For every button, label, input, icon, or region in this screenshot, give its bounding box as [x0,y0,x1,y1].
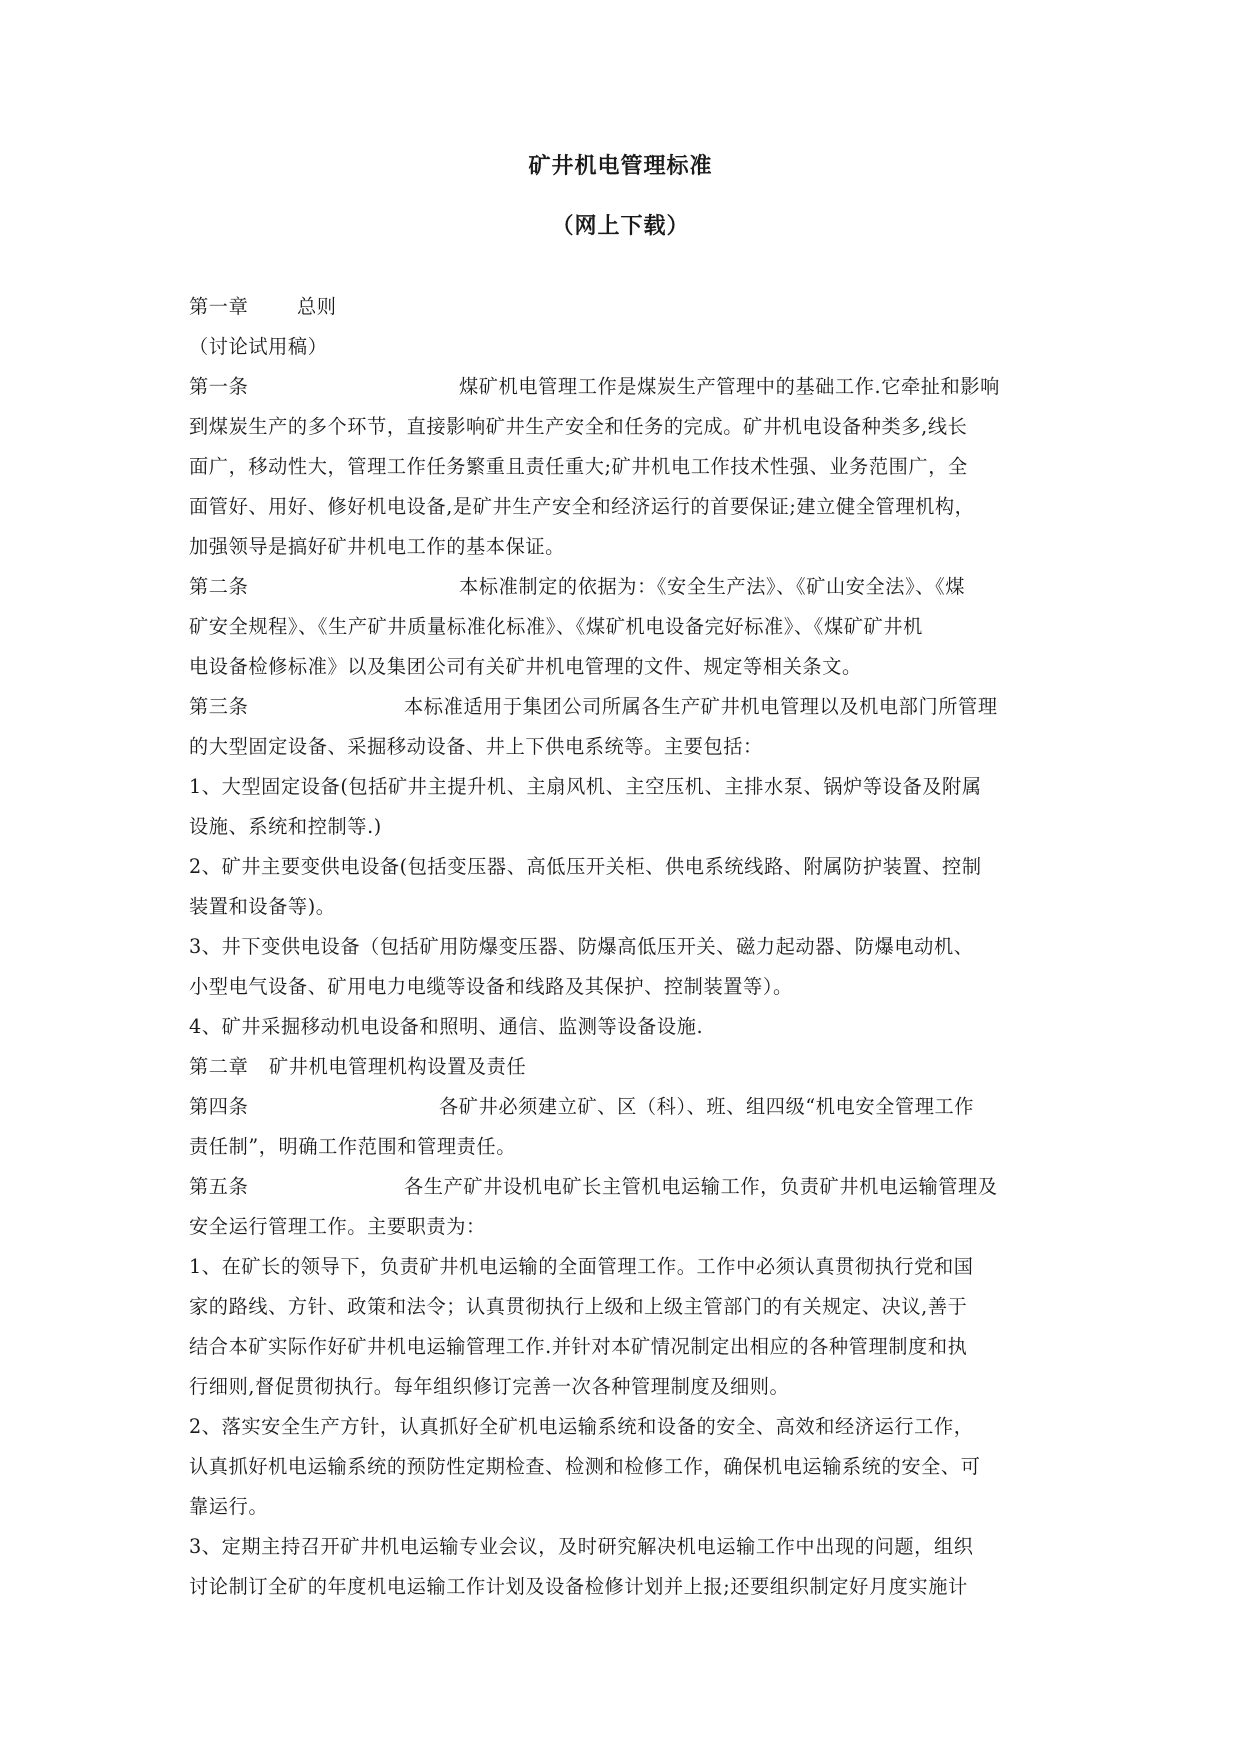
text-line [189,1007,1069,1047]
text-line [189,1247,1069,1287]
text-line [189,1127,1069,1167]
line-text: 装置和设备等)。 [189,895,336,918]
text-line [189,847,1069,887]
line-text: 电设备检修标准》以及集团公司有关矿井机电管理的文件、规定等相关条文。 [189,655,862,678]
text-line [189,647,1069,687]
heading-line [189,1167,1069,1207]
line-text: 矿井机电管理机构设置及责任 [269,1055,527,1078]
line-text: 各矿井必须建立矿、区（科）、班、组四级“机电安全管理工作 [439,1095,975,1118]
text-line [189,767,1069,807]
line-text: 靠运行。 [189,1495,269,1518]
heading-line [189,567,1069,607]
line-text: 1、大型固定设备(包括矿井主提升机、主扇风机、主空压机、主排水泵、锅炉等设备及附属 [189,775,982,798]
text-line [189,527,1069,567]
text-line [189,1447,1069,1487]
text-line [189,447,1069,487]
text-line [189,967,1069,1007]
line-text: 行细则,督促贯彻执行。每年组织修订完善一次各种管理制度及细则。 [189,1375,790,1398]
line-text: （讨论试用稿） [189,335,328,358]
section-label: 第二条 [189,575,249,598]
text-line [189,807,1069,847]
line-text: 设施、系统和控制等.) [189,815,382,838]
line-text: 到煤炭生产的多个环节，直接影响矿井生产安全和任务的完成。矿井机电设备种类多,线长 [189,415,968,438]
document-subtitle: （网上下载） [551,214,690,239]
text-line [189,607,1069,647]
line-text: 认真抓好机电运输系统的预防性定期检查、检测和检修工作，确保机电运输系统的安全、可 [189,1455,981,1478]
text-line [189,327,1069,367]
line-text: 4、矿井采掘移动机电设备和照明、通信、监测等设备设施. [189,1015,704,1038]
text-line [189,887,1069,927]
section-label: 第一条 [189,375,249,398]
line-text: 各生产矿井设机电矿长主管机电运输工作，负责矿井机电运输管理及 [404,1175,998,1198]
heading-line [189,687,1069,727]
section-label: 第四条 [189,1095,249,1118]
line-text: 本标准制定的依据为：《安全生产法》、《矿山安全法》、《煤 [459,575,966,598]
line-text: 责任制”，明确工作范围和管理责任。 [189,1135,517,1158]
text-line [189,927,1069,967]
line-text: 面广，移动性大，管理工作任务繁重且责任重大;矿井机电工作技术性强、业务范围广，全 [189,455,968,478]
document-body [189,287,1069,1607]
line-text: 3、井下变供电设备（包括矿用防爆变压器、防爆高低压开关、磁力起动器、防爆电动机、 [189,935,974,958]
text-line [189,1287,1069,1327]
section-label: 第二章 [189,1055,249,1078]
heading-line [189,367,1069,407]
text-line [189,1327,1069,1367]
line-text: 煤矿机电管理工作是煤炭生产管理中的基础工作.它牵扯和影响 [459,375,1000,398]
line-text: 矿安全规程》、《生产矿井质量标准化标准》、《煤矿机电设备完好标准》、《煤矿矿井机 [189,615,923,638]
heading-line [189,1047,1069,1087]
line-text: 安全运行管理工作。主要职责为： [189,1215,486,1238]
line-text: 总则 [297,295,337,318]
heading-line [189,287,1069,327]
line-text: 1、在矿长的领导下，负责矿井机电运输的全面管理工作。工作中必须认真贯彻执行党和国 [189,1255,974,1278]
text-line [189,1367,1069,1407]
line-text: 的大型固定设备、采掘移动设备、井上下供电系统等。主要包括： [189,735,763,758]
line-text: 讨论制订全矿的年度机电运输工作计划及设备检修计划并上报;还要组织制定好月度实施计 [189,1575,968,1598]
document-title: 矿井机电管理标准 [528,154,713,179]
text-line [189,1407,1069,1447]
line-text: 家的路线、方针、政策和法令；认真贯彻执行上级和上级主管部门的有关规定、决议,善于 [189,1295,968,1318]
text-line [189,487,1069,527]
text-line [189,407,1069,447]
text-line [189,727,1069,767]
section-label: 第三条 [189,695,249,718]
text-line [189,1487,1069,1527]
text-line [189,1527,1069,1567]
line-text: 2、落实安全生产方针，认真抓好全矿机电运输系统和设备的安全、高效和经济运行工作， [189,1415,974,1438]
section-label: 第一章 [189,295,249,318]
text-line [189,1567,1069,1607]
text-line [189,1207,1069,1247]
line-text: 加强领导是搞好矿井机电工作的基本保证。 [189,535,565,558]
line-text: 3、定期主持召开矿井机电运输专业会议，及时研究解决机电运输工作中出现的问题，组织 [189,1535,974,1558]
section-label: 第五条 [189,1175,249,1198]
line-text: 2、矿井主要变供电设备(包括变压器、高低压开关柜、供电系统线路、附属防护装置、控制 [189,855,982,878]
line-text: 结合本矿实际作好矿井机电运输管理工作.并针对本矿情况制定出相应的各种管理制度和执 [189,1335,968,1358]
heading-line [189,1087,1069,1127]
line-text: 小型电气设备、矿用电力电缆等设备和线路及其保护、控制装置等）。 [189,975,793,998]
line-text: 面管好、用好、修好机电设备,是矿井生产安全和经济运行的首要保证;建立健全管理机构， [189,495,975,518]
line-text: 本标准适用于集团公司所属各生产矿井机电管理以及机电部门所管理 [404,695,998,718]
